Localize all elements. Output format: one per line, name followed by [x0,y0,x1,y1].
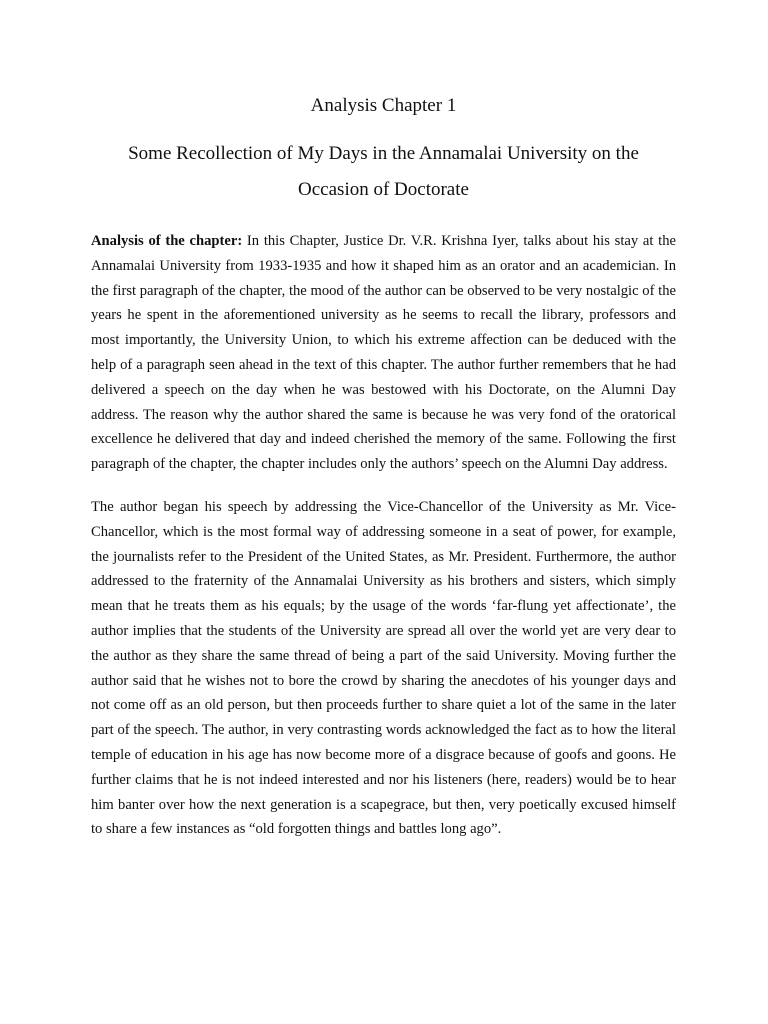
chapter-title: Some Recollection of My Days in the Annamalai University on the Occasion of Doctorate [128,143,639,200]
paragraph-speech [91,495,676,842]
paragraph-analysis [91,229,676,477]
paragraph-lead-label: Analysis of the chapter: [91,233,243,249]
chapter-heading: Analysis Chapter 1 [310,95,457,116]
paragraph-speech-text: The author began his speech by addressing the Vice-Chancellor of the University as Mr. Vice-Chancellor, which is the most formal way of addressing someone in a seat of power, for example, the journalists refer to the President of the United States, as Mr. President. Furthermore, the author addressed to the fraternity of the Annamalai University as his brothers and sisters, which simply mean that he treats them as his equals; by the usage of the words ‘far-flung yet affectionate’, the author implies that the students of the University are spread all over the world yet are very dear to the author as they share the same thread of being a part of the said University. Moving further the author said that he wishes not to bore the crowd by sharing the anecdotes of his younger days and not come off as an old person, but then proceeds further to share quiet a lot of the same in the later part of the speech. The author, in very contrasting words acknowledged the fact as to how the literal temple of education in his age has now become more of a disgrace because of goofs and goons. He further claims that he is not indeed interested and nor his listeners (here, readers) would be to hear him banter over how the next generation is a scapegrace, but then, very poetically excused himself to share a few instances as “old forgotten things and battles long ago”. [91,498,676,838]
paragraph-analysis-text: In this Chapter, Justice Dr. V.R. Krishna Iyer, talks about his stay at the Annamalai University from 1933-1935 and how it shaped him as an orator and an academician. In the first paragraph of the chapter, the mood of the author can be observed to be very nostalgic of the years he spent in the aforementioned university as he seems to recall the library, professors and most importantly, the University Union, to which his extreme affection can be deduced with the help of a paragraph seen ahead in the text of this chapter. The author further remembers that he had delivered a speech on the day when he was bestowed with his Doctorate, on the Alumni Day address. The reason why the author shared the same is because he was very fond of the oratorical excellence he delivered that day and indeed cherished the memory of the same. Following the first paragraph of the chapter, the chapter includes only the authors’ speech on the Alumni Day address. [91,233,676,473]
